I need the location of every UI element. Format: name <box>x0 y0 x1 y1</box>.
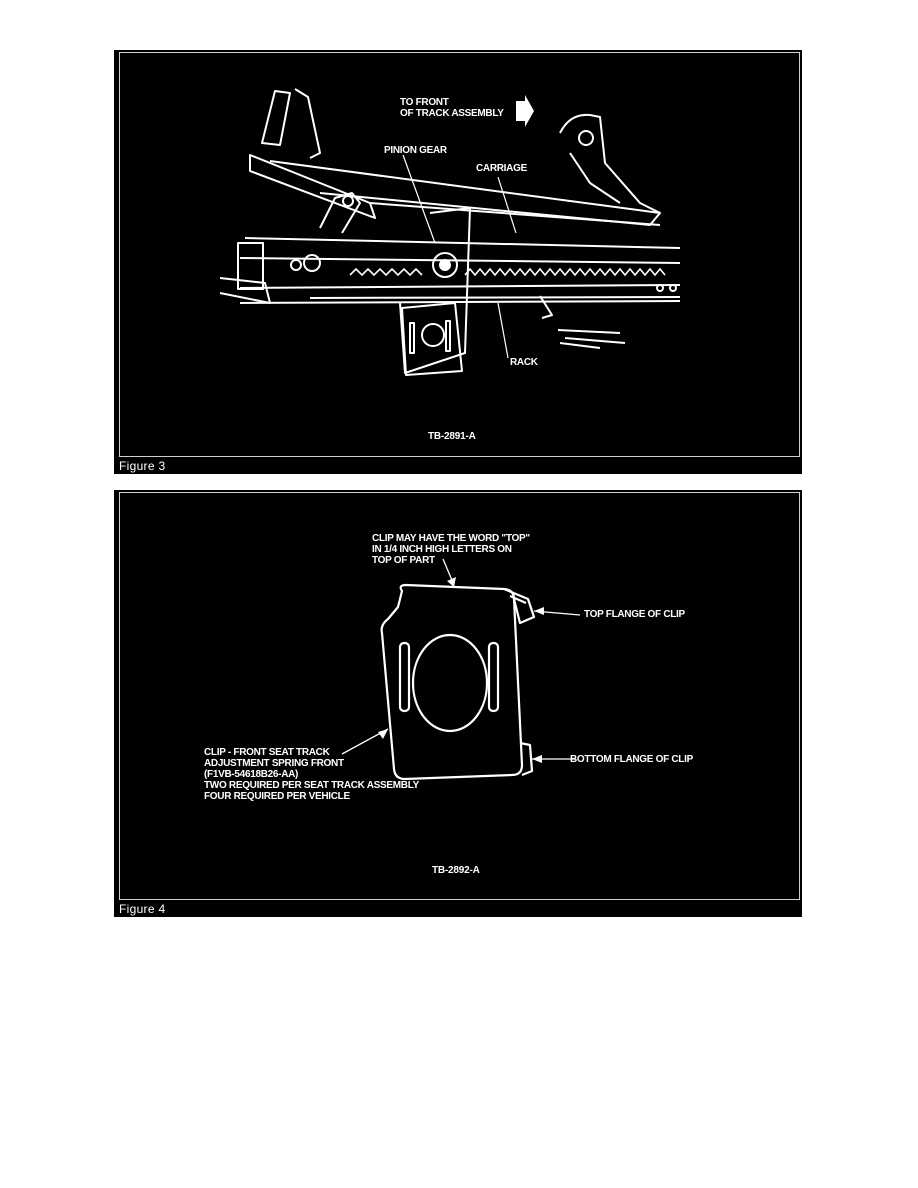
part-desc-line2: ADJUSTMENT SPRING FRONT <box>204 758 344 769</box>
figure-3-code: TB-2891-A <box>428 431 476 442</box>
part-desc-line5: FOUR REQUIRED PER VEHICLE <box>204 791 350 802</box>
rack-label: RACK <box>510 357 538 368</box>
carriage-label: CARRIAGE <box>476 163 527 174</box>
figure-3 <box>114 50 802 474</box>
top-flange-label: TOP FLANGE OF CLIP <box>584 609 685 620</box>
part-number: (F1VB-54618B26-AA) <box>204 769 299 780</box>
figure-4-illustration-panel <box>119 492 800 900</box>
part-desc-line1: CLIP - FRONT SEAT TRACK <box>204 747 330 758</box>
clip-note-line1: CLIP MAY HAVE THE WORD "TOP" <box>372 533 530 544</box>
bottom-flange-label: BOTTOM FLANGE OF CLIP <box>570 754 693 765</box>
pinion-gear-label: PINION GEAR <box>384 145 447 156</box>
figure-4-code: TB-2892-A <box>432 865 480 876</box>
clip-note-line3: TOP OF PART <box>372 555 435 566</box>
to-front-label-line2: OF TRACK ASSEMBLY <box>400 108 504 119</box>
to-front-label-line1: TO FRONT <box>400 97 449 108</box>
clip-note-line2: IN 1/4 INCH HIGH LETTERS ON <box>372 544 512 555</box>
figure-4-caption: Figure 4 <box>119 902 166 916</box>
figure-3-illustration-panel <box>119 52 800 457</box>
figure-4 <box>114 490 802 917</box>
part-desc-line4: TWO REQUIRED PER SEAT TRACK ASSEMBLY <box>204 780 419 791</box>
figure-3-caption: Figure 3 <box>119 459 166 473</box>
